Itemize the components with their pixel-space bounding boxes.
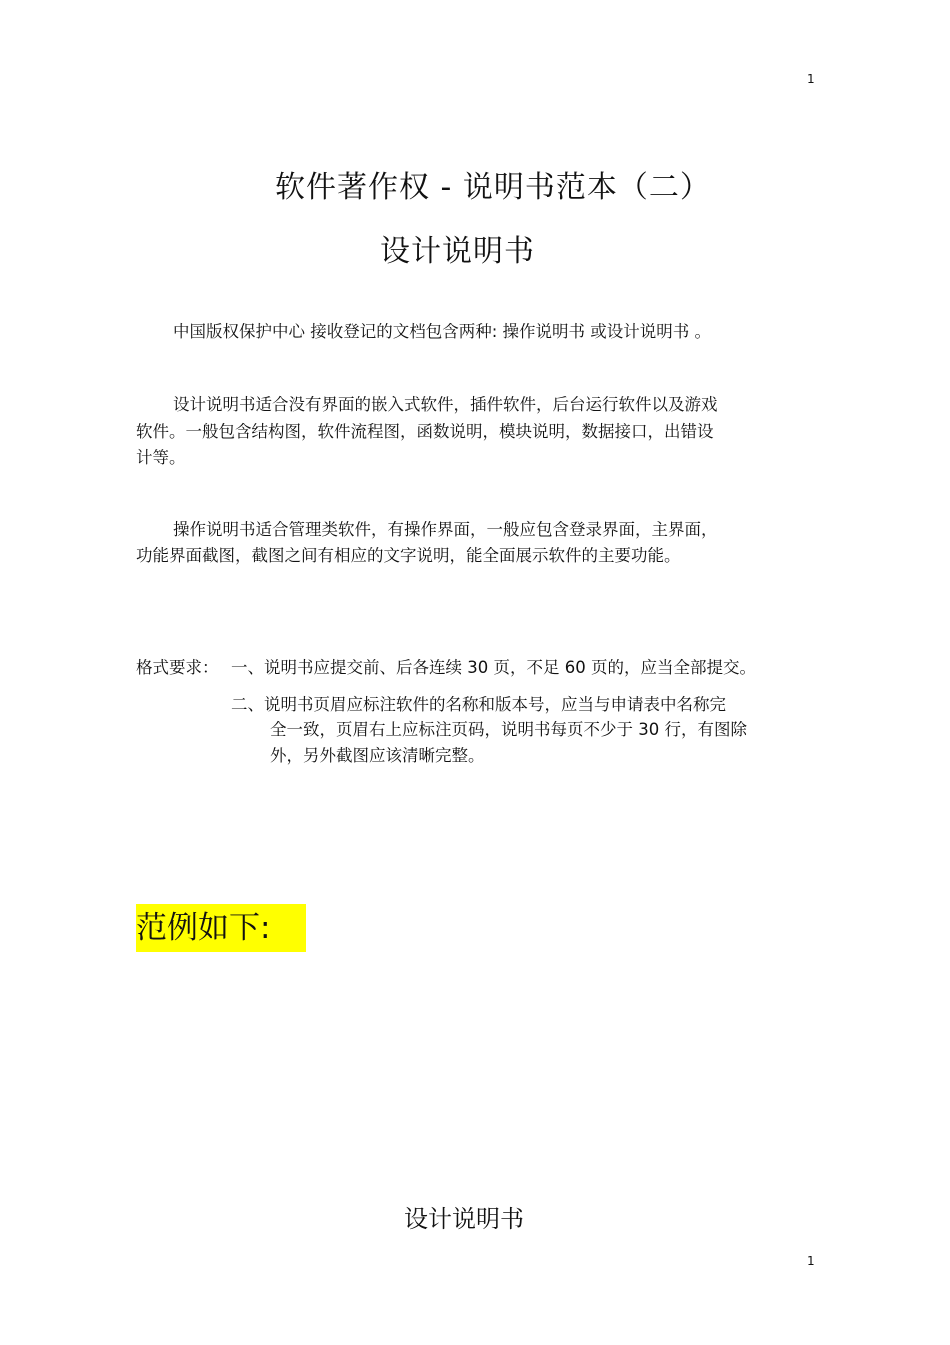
format-item-2-line-3: 外，另外截图应该清晰完整。 xyxy=(270,746,485,765)
operation-paragraph-line-1: 操作说明书适合管理类软件，有操作界面，一般应包含登录界面，主界面， xyxy=(173,520,718,539)
format-item-2-line-1: 二、说明书页眉应标注软件的名称和版本号，应当与申请表中名称完 xyxy=(231,695,726,714)
design-paragraph-line-2: 软件。一般包含结构图，软件流程图，函数说明，模块说明，数据接口，出错设 xyxy=(136,422,714,441)
operation-paragraph-line-2: 功能界面截图，截图之间有相应的文字说明，能全面展示软件的主要功能。 xyxy=(136,546,681,565)
footer-title: 设计说明书 xyxy=(404,1205,524,1233)
design-paragraph-line-1: 设计说明书适合没有界面的嵌入式软件，插件软件，后台运行软件以及游戏 xyxy=(173,395,718,414)
document-subtitle: 设计说明书 xyxy=(380,234,535,269)
example-heading: 范例如下: xyxy=(136,904,306,952)
format-label: 格式要求： xyxy=(136,658,219,677)
document-title: 软件著作权 - 说明书范本（二） xyxy=(275,170,711,205)
format-item-2-line-2: 全一致，页眉右上应标注页码，说明书每页不少于 30 行，有图除 xyxy=(270,720,747,739)
intro-paragraph: 中国版权保护中心 接收登记的文档包含两种: 操作说明书 或设计说明书 。 xyxy=(173,322,712,341)
header-page-number: 1 xyxy=(807,72,815,86)
footer-page-number: 1 xyxy=(807,1254,815,1268)
design-paragraph-line-3: 计等。 xyxy=(136,448,186,467)
format-item-1: 一、说明书应提交前、后各连续 30 页，不足 60 页的，应当全部提交。 xyxy=(231,658,756,677)
